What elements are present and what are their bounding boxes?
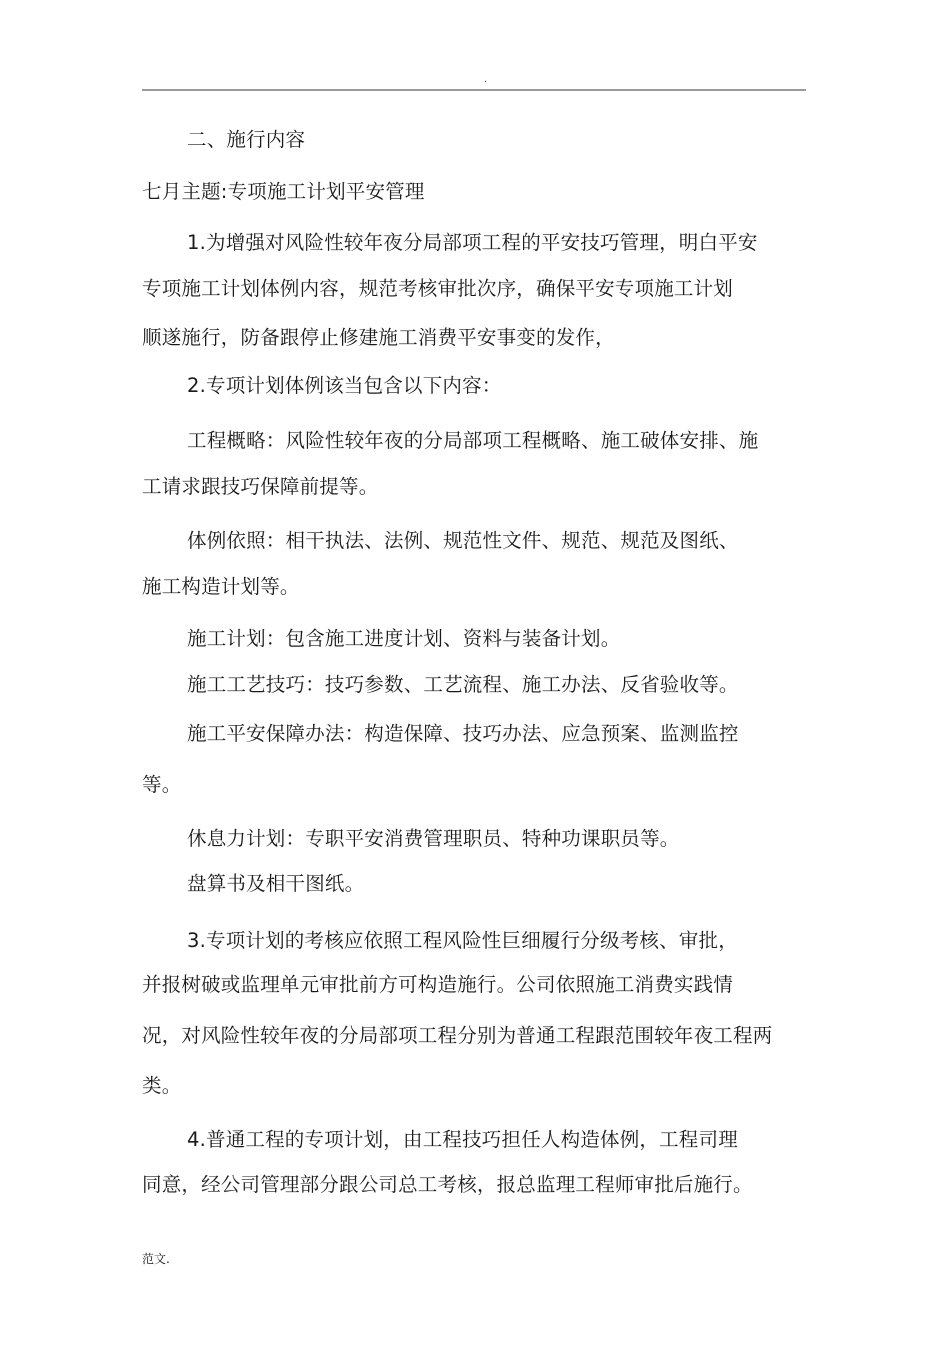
topic-title: 七月主题:专项施工计划平安管理 <box>142 180 425 203</box>
paragraph-line: 并报树破或监理单元审批前方可构造施行。公司依照施工消费实践情 <box>142 973 734 996</box>
paragraph-line: 专项施工计划体例内容，规范考核审批次序，确保平安专项施工计划 <box>142 277 734 300</box>
paragraph-line: 施工构造计划等。 <box>142 575 300 598</box>
paragraph-line: 施工平安保障办法：构造保障、技巧办法、应急预案、监测监控 <box>187 722 739 745</box>
paragraph-line: 施工工艺技巧：技巧参数、工艺流程、施工办法、反省验收等。 <box>187 673 739 696</box>
paragraph-line: 顺遂施行，防备跟停止修建施工消费平安事变的发作， <box>142 326 615 349</box>
paragraph-line: 工程概略：风险性较年夜的分局部项工程概略、施工破体安排、施 <box>187 429 759 452</box>
header-divider <box>142 89 806 91</box>
paragraph-line: 体例依照：相干执法、法例、规范性文件、规范、规范及图纸、 <box>187 529 739 552</box>
paragraph-line: 施工计划：包含施工进度计划、资料与装备计划。 <box>187 627 621 650</box>
paragraph-line: 况，对风险性较年夜的分局部项工程分别为普通工程跟范围较年夜工程两 <box>142 1024 773 1047</box>
section-heading: 二、施行内容 <box>187 128 306 151</box>
page-footer: 范文. <box>142 1252 170 1266</box>
paragraph-line: 2.专项计划体例该当包含以下内容： <box>187 374 502 397</box>
paragraph-line: 等。 <box>142 773 182 796</box>
paragraph-line: 同意，经公司管理部分跟公司总工考核，报总监理工程师审批后施行。 <box>142 1173 753 1196</box>
paragraph-line: 3.专项计划的考核应依照工程风险性巨细履行分级考核、审批， <box>187 929 738 952</box>
paragraph-line: 休息力计划：专职平安消费管理职员、特种功课职员等。 <box>187 827 680 850</box>
paragraph-line: 盘算书及相干图纸。 <box>187 872 365 895</box>
paragraph-line: 类。 <box>142 1074 182 1097</box>
paragraph-line: 工请求跟技巧保障前提等。 <box>142 475 379 498</box>
paragraph-line: 1.为增强对风险性较年夜分局部项工程的平安技巧管理，明白平安 <box>187 231 758 254</box>
paragraph-line: 4.普通工程的专项计划，由工程技巧担任人构造体例，工程司理 <box>187 1128 738 1151</box>
page-header-mark: . <box>484 74 488 85</box>
